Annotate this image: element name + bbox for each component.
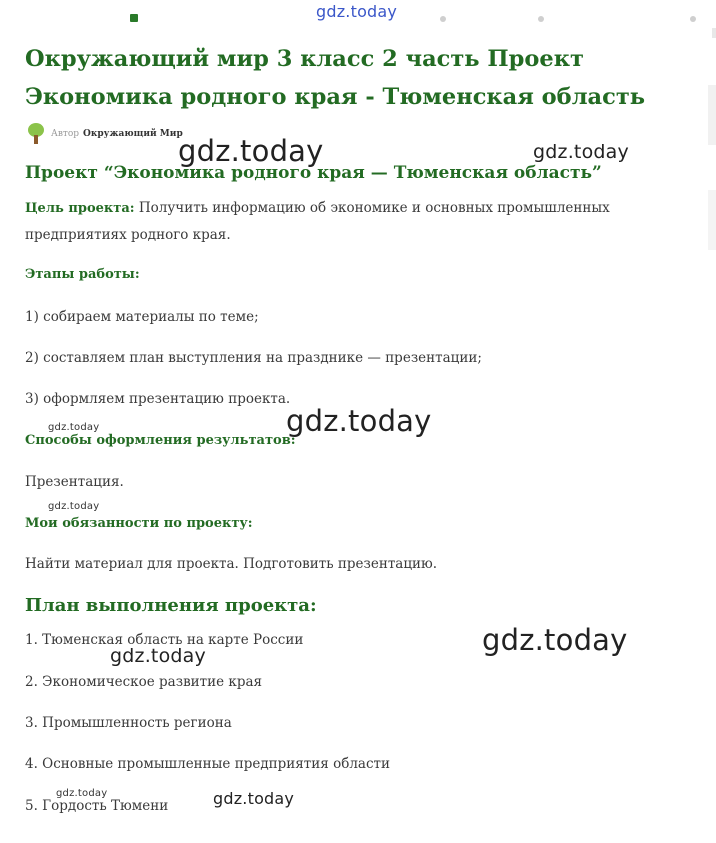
list-item: 5. Гордость Тюмени	[25, 798, 169, 814]
results-label-row	[25, 427, 296, 454]
nav-dot-icon[interactable]	[538, 16, 544, 22]
goal-text: Получить информацию об экономике и основных промышленных	[134, 200, 610, 216]
watermark: gdz.today	[110, 645, 206, 667]
list-item: 4. Основные промышленные предприятия области	[25, 756, 390, 772]
goal-label: Цель проекта:	[25, 201, 135, 216]
nav-icon[interactable]	[130, 14, 138, 22]
tree-icon	[26, 123, 46, 145]
watermark: gdz.today	[286, 404, 432, 438]
stages-label-row	[25, 261, 140, 288]
title-line-2: Экономика родного края - Тюменская область	[25, 84, 646, 110]
watermark: gdz.today	[213, 789, 295, 808]
results-text: Презентация.	[25, 474, 124, 490]
goal-text-continued: предприятиях родного края.	[25, 227, 231, 243]
author-line	[26, 123, 183, 145]
plan-heading: План выполнения проекта:	[25, 595, 317, 616]
duties-text: Найти материал для проекта. Подготовить презентацию.	[25, 556, 438, 572]
section-title: Проект “Экономика родного края — Тюменская область”	[25, 163, 602, 183]
sidebar-edge	[708, 190, 716, 250]
watermark: gdz.today	[48, 422, 100, 433]
author-prefix: Автор	[51, 129, 80, 139]
sidebar-edge	[712, 28, 716, 38]
list-item: 2. Экономическое развитие края	[25, 674, 263, 690]
nav-dot-icon[interactable]	[690, 16, 696, 22]
stages-label: Этапы работы:	[25, 267, 140, 282]
page-title	[25, 40, 665, 116]
watermark: gdz.today	[533, 141, 629, 163]
watermark: gdz.today	[482, 623, 628, 657]
nav-dot-icon[interactable]	[440, 16, 446, 22]
duties-label: Мои обязанности по проекту:	[25, 516, 253, 531]
sidebar-edge	[708, 85, 716, 145]
watermark: gdz.today	[48, 501, 100, 512]
list-item: 1. Тюменская область на карте России	[25, 632, 304, 648]
list-item: 3. Промышленность региона	[25, 715, 232, 731]
list-item: 2) составляем план выступления на празднике — презентации;	[25, 350, 482, 366]
title-line-1: Окружающий мир 3 класс 2 часть Проект	[25, 46, 584, 72]
author-name[interactable]: Окружающий Мир	[83, 129, 183, 139]
list-item: 3) оформляем презентацию проекта.	[25, 391, 291, 407]
watermark: gdz.today	[56, 788, 108, 799]
watermark: gdz.today	[316, 2, 398, 21]
duties-label-row	[25, 510, 253, 537]
results-label: Способы оформления результатов:	[25, 433, 296, 448]
goal-paragraph	[25, 195, 610, 248]
list-item: 1) собираем материалы по теме;	[25, 309, 259, 325]
watermark: gdz.today	[178, 134, 324, 168]
